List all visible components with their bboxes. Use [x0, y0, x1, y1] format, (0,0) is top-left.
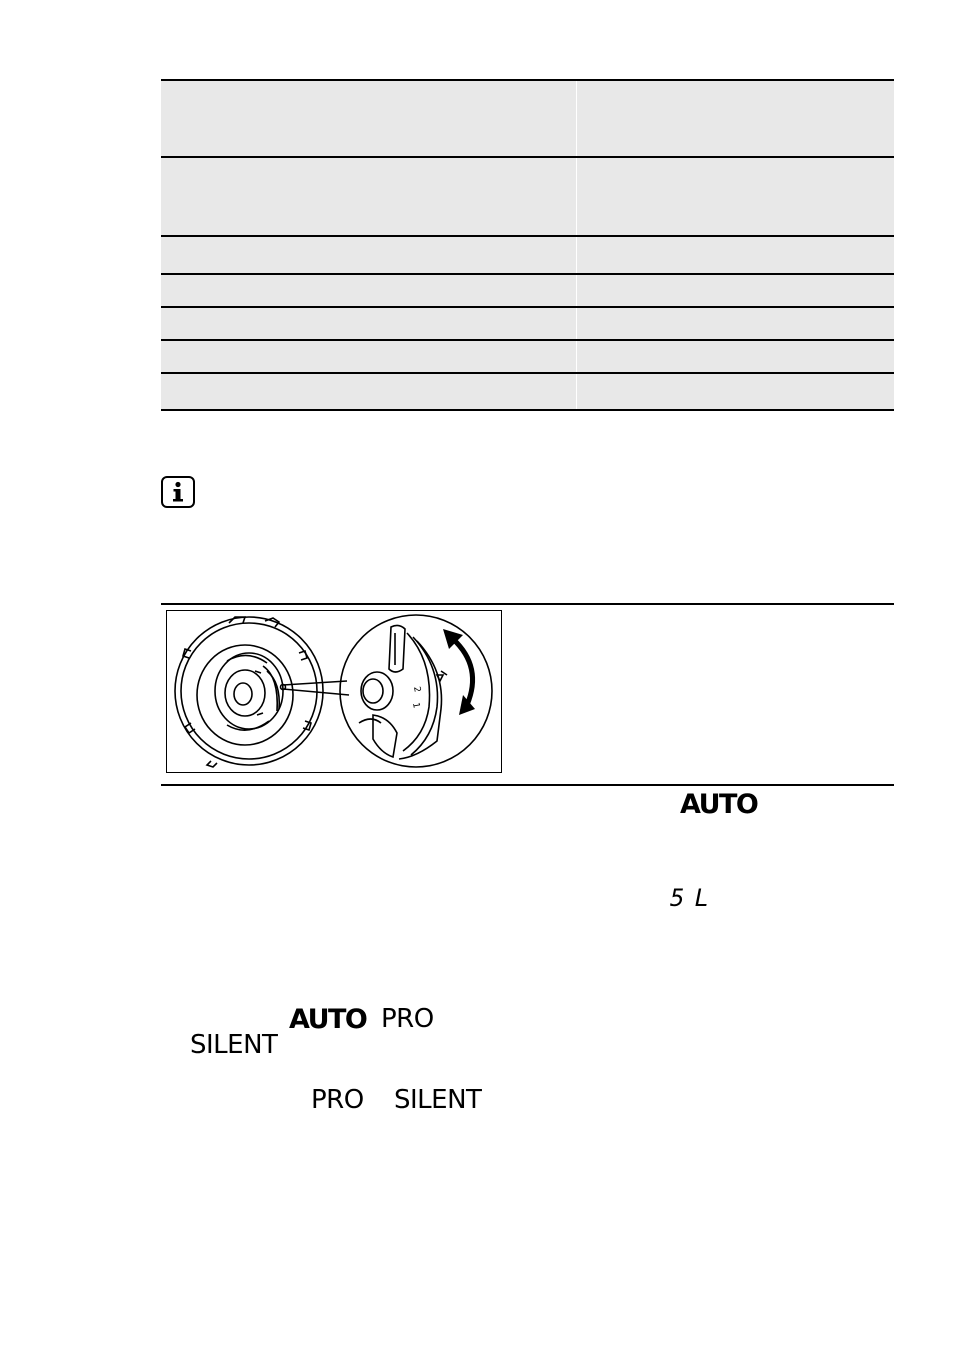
table-rule-bottom [161, 409, 894, 411]
table-row [161, 373, 894, 410]
table-rule [161, 339, 894, 341]
table-row [161, 236, 894, 273]
pro-symbol-inline: PRO [381, 1004, 434, 1034]
table-rule [161, 273, 894, 275]
dial-number: 2 [411, 685, 422, 694]
table-rule [161, 372, 894, 374]
table-rule [161, 156, 894, 158]
level-display-code: 5L [670, 884, 719, 912]
table-row [161, 158, 894, 235]
table-row [161, 307, 894, 339]
info-icon [161, 476, 195, 508]
silent-symbol: SILENT [394, 1085, 482, 1115]
table-rule [161, 235, 894, 237]
table-rule [161, 306, 894, 308]
water-softener-dial-illustration [166, 610, 502, 773]
pro-symbol: PRO [311, 1085, 364, 1115]
table-row [161, 80, 894, 157]
table-row [161, 340, 894, 372]
column-divider [576, 79, 577, 411]
table-row [161, 274, 894, 306]
settings-table [161, 79, 894, 413]
double-arrow-icon [453, 639, 473, 705]
auto-symbol-inline: AUTO [289, 1004, 367, 1035]
dial-number: 1 [410, 701, 421, 710]
figure-rule-top [161, 603, 894, 605]
table-rule-top [161, 79, 894, 81]
auto-symbol: AUTO [680, 789, 758, 820]
silent-symbol-inline: SILENT [190, 1030, 278, 1060]
figure-rule-bottom [161, 784, 894, 786]
